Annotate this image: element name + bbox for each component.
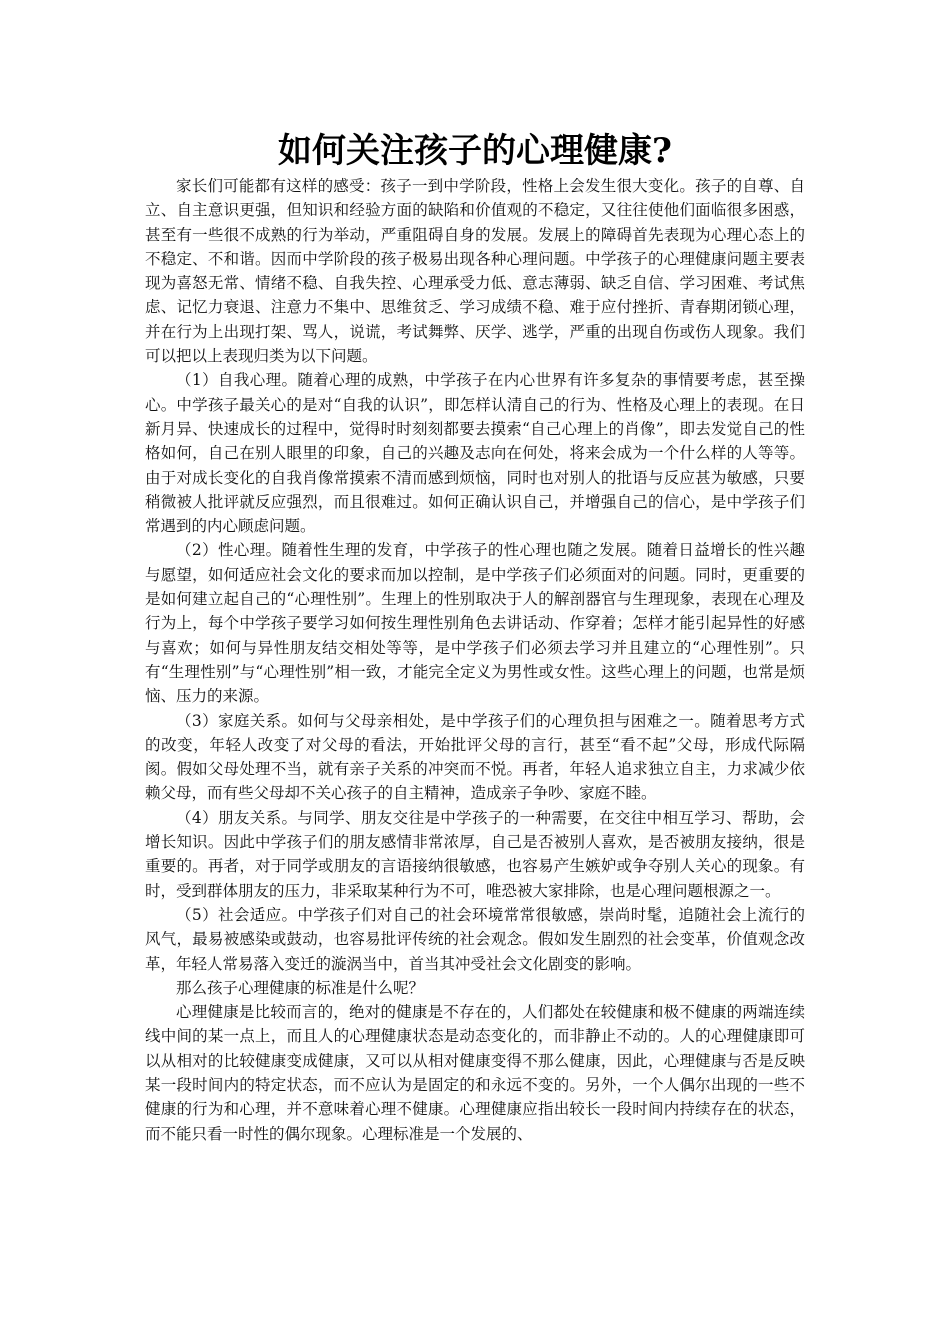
document-body [145,174,805,1146]
paragraph-friend-relations: （4）朋友关系。与同学、朋友交往是中学孩子的一种需要，在交往中相互学习、帮助，会增长知识。因此中学孩子们的朋友感情非常浓厚，自己是否被别人喜欢，是否被朋友接纳，很是重要的。再者，对于同学或朋友的言语接纳很敏感，也容易产生嫉妒或争夺别人关心的现象。有时，受到群体朋友的压力，非采取某种行为不可，唯恐被大家排除，也是心理问题根源之一。 [145,808,805,900]
paragraph-self-psychology: （1）自我心理。随着心理的成熟，中学孩子在内心世界有许多复杂的事情要考虑，甚至操心。中学孩子最关心的是对“自我的认识”，即怎样认清自己的行为、性格及心理上的表现。在日新月异、快速成长的过程中，觉得时时刻刻都要去摸索“自己心理上的肖像”，即去发觉自己的性格如何，自己在别人眼里的印象，自己的兴趣及志向在何处，将来会成为一个什么样的人等等。由于对成长变化的自我肖像常摸索不清而感到烦恼，同时也对别人的批语与反应甚为敏感，只要稍微被人批评就反应强烈，而且很难过。如何正确认识自己，并增强自己的信心，是中学孩子们常遇到的内心顾虑问题。 [145,371,805,536]
paragraph-question: 那么孩子心理健康的标准是什么呢？ [176,978,425,997]
page-title: 如何关注孩子的心理健康? [278,131,672,171]
paragraph-health-standard: 心理健康是比较而言的，绝对的健康是不存在的，人们都处在较健康和极不健康的两端连续线中间的某一点上，而且人的心理健康状态是动态变化的，而非静止不动的。人的心理健康即可以从相对的比较健康变成健康，又可以从相对健康变得不那么健康，因此，心理健康与否是反映某一段时间内的特定状态，而不应认为是固定的和永远不变的。另外，一个人偶尔出现的一些不健康的行为和心理，并不意味着心理不健康。心理健康应指出较长一段时间内持续存在的状态，而不能只看一时性的偶尔现象。心理标准是一个发展的、 [145,1003,805,1143]
paragraph-social-adaptation: （5）社会适应。中学孩子们对自己的社会环境常常很敏感，崇尚时髦，追随社会上流行的风气，最易被感染或鼓动，也容易批评传统的社会观念。假如发生剧烈的社会变革，价值观念改革，年轻人常易落入变迁的漩涡当中，首当其冲受社会文化剧变的影响。 [145,905,805,973]
paragraph-sex-psychology: （2）性心理。随着性生理的发育，中学孩子的性心理也随之发展。随着日益增长的性兴趣与愿望，如何适应社会文化的要求而加以控制，是中学孩子们必须面对的问题。同时，更重要的是如何建立起自己的“心理性别”。生理上的性别取决于人的解剖器官与生理现象，表现在心理及行为上，每个中学孩子要学习如何按生理性别角色去讲话动、作穿着；怎样才能引起异性的好感与喜欢；如何与异性朋友结交相处等等，是中学孩子们必须去学习并且建立的“心理性别”。只有“生理性别”与“心理性别”相一致，才能完全定义为男性或女性。这些心理上的问题，也常是烦恼、压力的来源。 [145,541,805,706]
paragraph-family-relations: （3）家庭关系。如何与父母亲相处，是中学孩子们的心理负担与困难之一。随着思考方式的改变，年轻人改变了对父母的看法，开始批评父母的言行，甚至“看不起”父母，形成代际隔阂。假如父母处理不当，就有亲子关系的冲突而不悦。再者，年轻人追求独立自主，力求减少依赖父母，而有些父母却不关心孩子的自主精神，造成亲子争吵、家庭不睦。 [145,711,805,803]
paragraph-intro: 家长们可能都有这样的感受：孩子一到中学阶段，性格上会发生很大变化。孩子的自尊、自立、自主意识更强，但知识和经验方面的缺陷和价值观的不稳定，又往往使他们面临很多困惑，甚至有一些很不成熟的行为举动，严重阻碍自身的发展。发展上的障碍首先表现为心理心态上的不稳定、不和谐。因而中学阶段的孩子极易出现各种心理问题。中学孩子的心理健康问题主要表现为喜怒无常、情绪不稳、自我失控、心理承受力低、意志薄弱、缺乏自信、学习困难、考试焦虑、记忆力衰退、注意力不集中、思维贫乏、学习成绩不稳、难于应付挫折、青春期闭锁心理，并在行为上出现打架、骂人，说谎，考试舞弊、厌学、逃学，严重的出现自伤或伤人现象。我们可以把以上表现归类为以下问题。 [145,177,805,366]
